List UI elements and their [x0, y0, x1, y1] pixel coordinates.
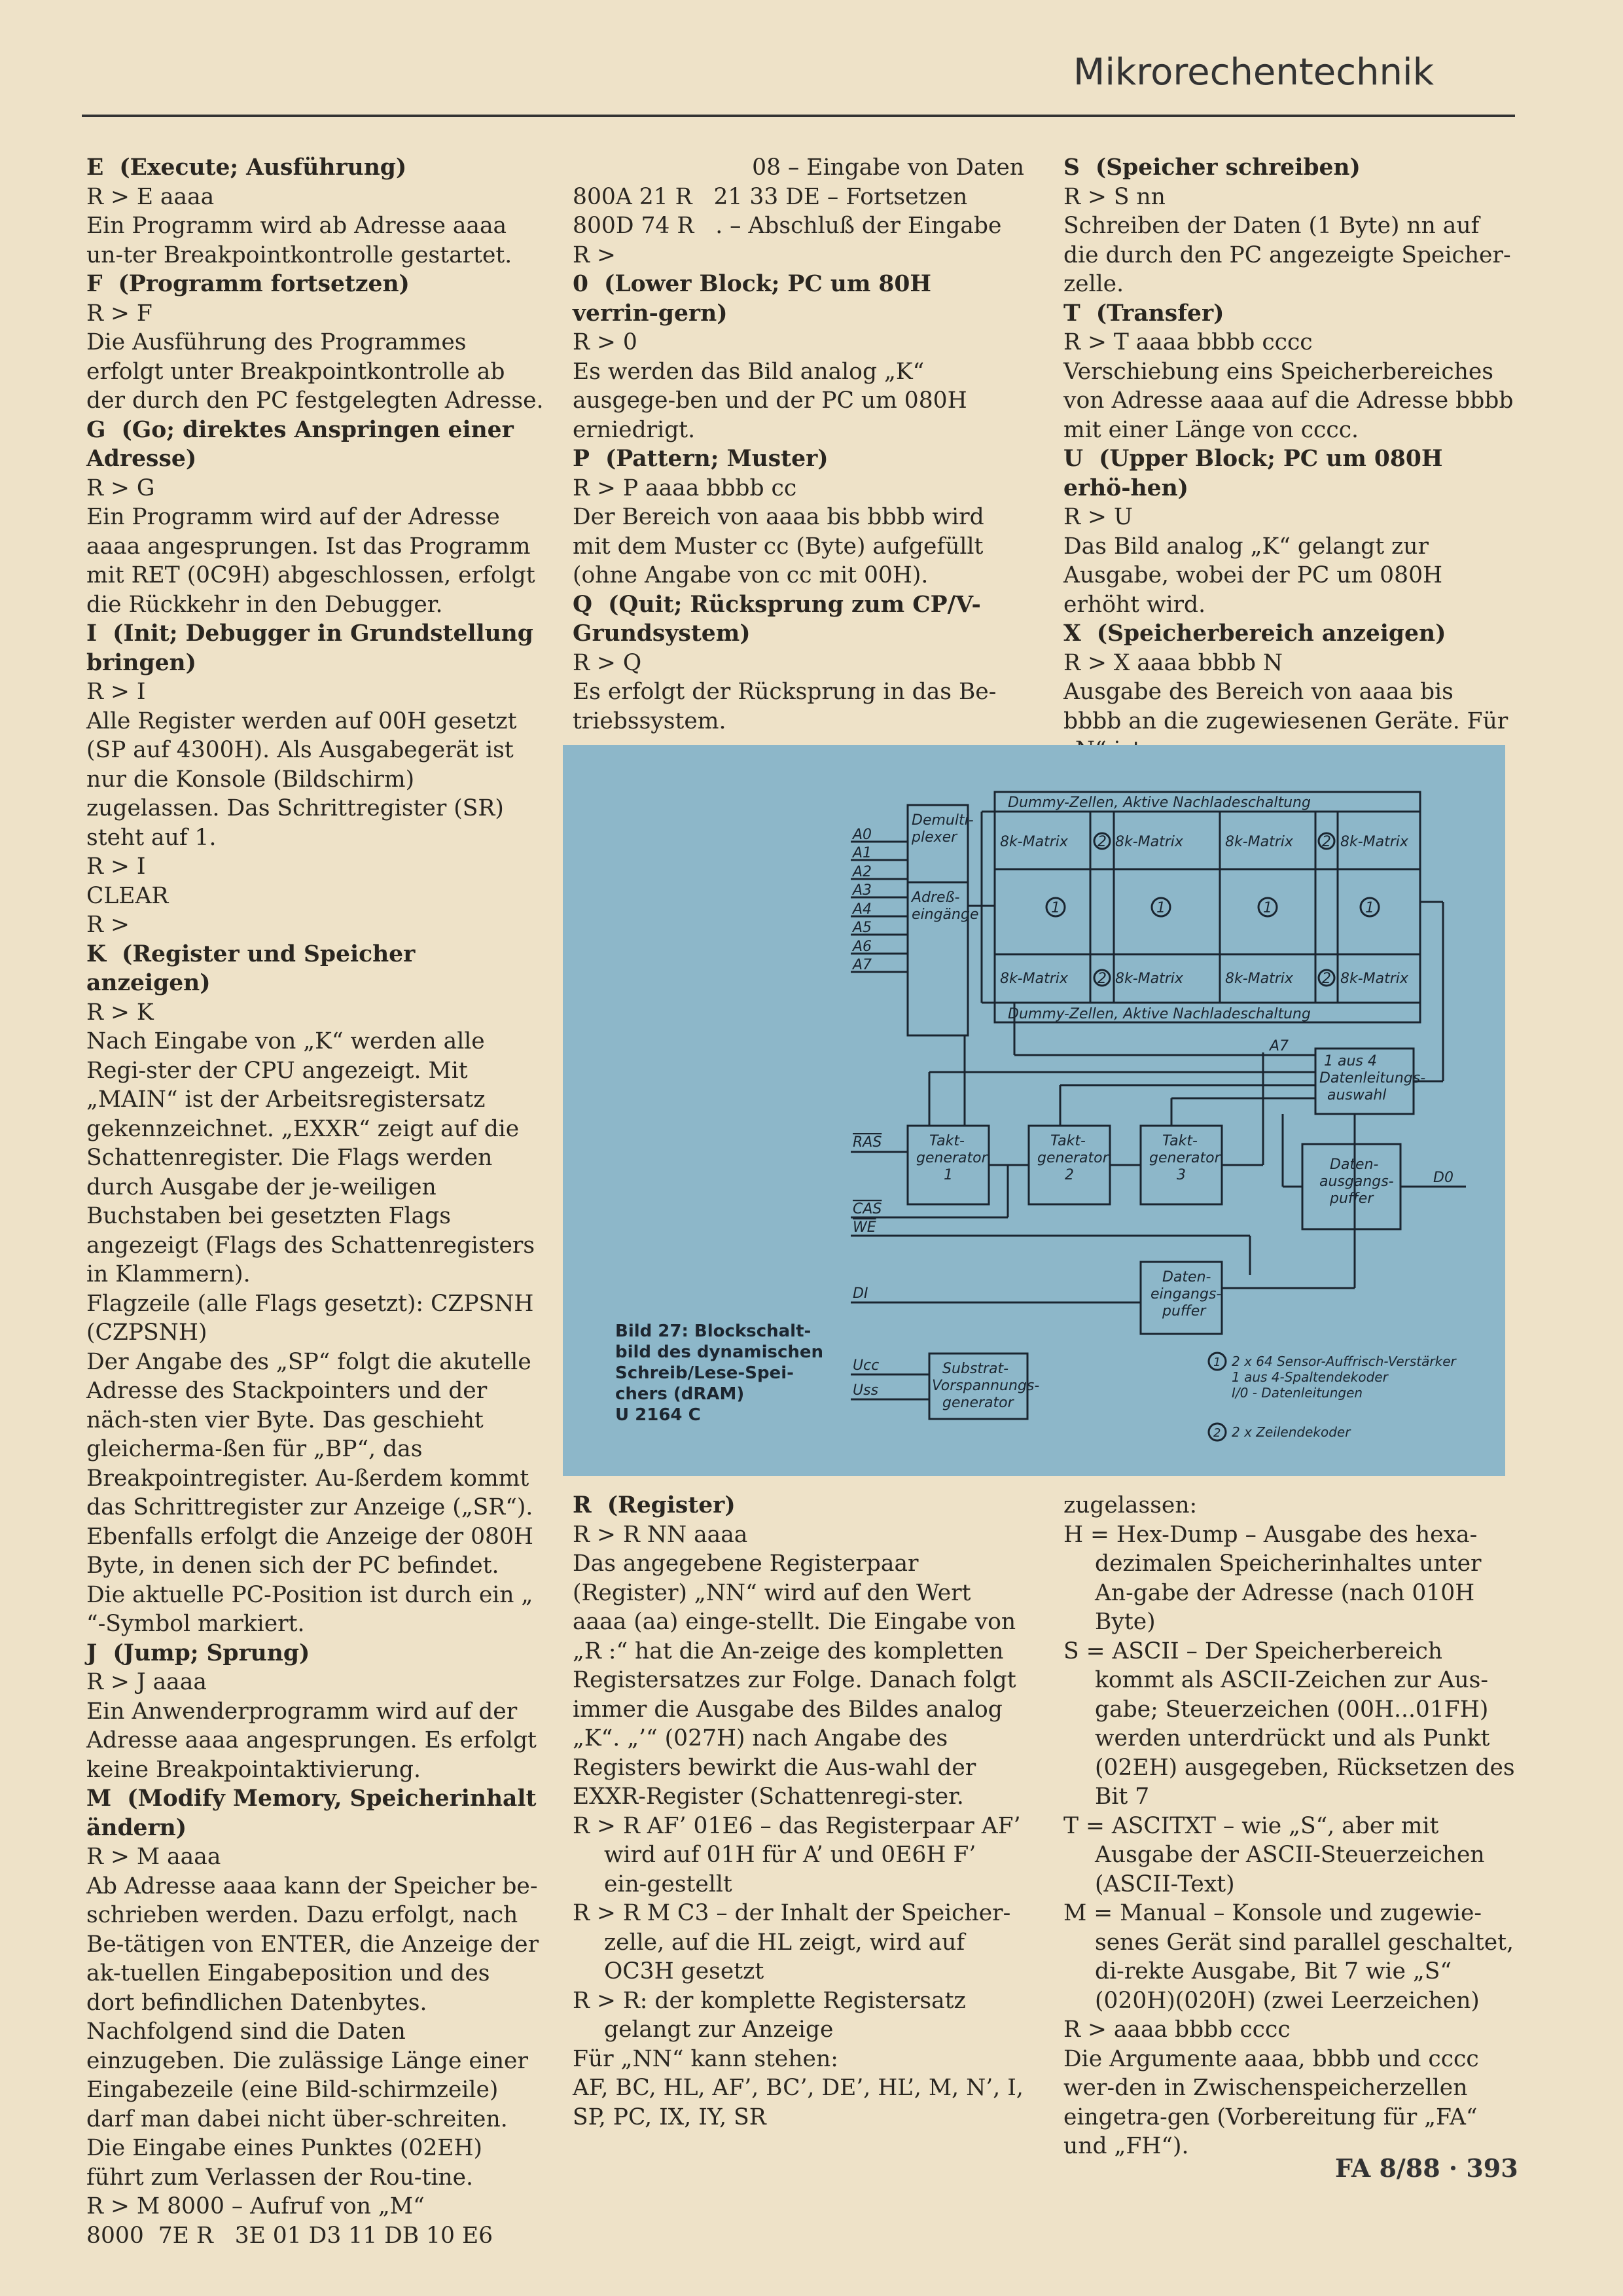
paragraph: R > U: [1063, 504, 1133, 530]
matrix-label: 8k-Matrix: [1000, 834, 1068, 850]
out-buf-label-2: ausgangs-: [1319, 1174, 1394, 1190]
paragraph: Es werden das Bild analog „K“ ausgege-ben und der PC um 080H erniedrigt.: [573, 358, 974, 443]
figure-caption: [615, 1321, 825, 1426]
matrix-label: 8k-Matrix: [1115, 971, 1183, 987]
legend-circle-1-label: 1: [1213, 1355, 1221, 1369]
paragraph: R > R AF’ 01E6 – das Registerpaar AF’ wird auf 01H für A’ und 0E6H F’ ein-gestellt: [573, 1812, 1028, 1897]
caption-line: chers (dRAM): [615, 1384, 745, 1404]
out-buf-label-3: puffer: [1330, 1191, 1374, 1207]
paragraph: Die Argumente aaaa, bbbb und cccc wer-den in Zwischenspeicherzellen eingetra-gen (Vorbereitung für „FA“ und „FH“).: [1063, 2045, 1486, 2159]
paragraph: R > aaaa bbbb cccc: [1063, 2017, 1291, 2043]
ucc-label: Ucc: [853, 1357, 880, 1374]
paragraph: H = Hex-Dump – Ausgabe des hexa-dezimalen Speicherinhaltes unter An-gabe der Adresse (nach 010H Byte): [1063, 1521, 1489, 1635]
addr-in-label-2: eingänge: [912, 906, 979, 923]
column-2-top: [573, 153, 1024, 736]
paragraph: Ab Adresse aaaa kann der Speicher be-schrieben werden. Dazu erfolgt, nach Be-tätigen von ENTER, die Anzeige der ak-tuellen Eingabeposition und des dort befindlichen Datenbytes. Nachfolgend sind die Daten einzugeben. Die zulässige Länge einer Eingabezeile (eine Bild-schirmzeile) darf man dabei nicht über-schreiten. Die Eingabe eines Punktes (02EH) führt zum Verlassen der Rou-tine.: [86, 1873, 546, 2191]
paragraph: zugelassen:: [1063, 1492, 1198, 1518]
paragraph: M = Manual – Konsole und zugewie-senes Gerät sind parallel geschaltet, di-rekte Ausgabe, Bit 7 wie „S“ (020H)(020H) (zwei Leerzeichen): [1063, 1900, 1521, 2014]
paragraph: Ein Programm wird ab Adresse aaaa un-ter Breakpointkontrolle gestartet.: [86, 213, 514, 268]
addr-label: A6: [853, 939, 872, 955]
command-heading: F (Programm fortsetzen): [86, 271, 410, 297]
cas-label: CAS: [853, 1201, 882, 1217]
circle-2-label: 2: [1322, 971, 1331, 987]
matrix-label: 8k-Matrix: [1340, 834, 1408, 850]
command-heading: X (Speicherbereich anzeigen): [1063, 620, 1446, 647]
paragraph: R > M 8000 – Aufruf von „M“: [86, 2193, 425, 2219]
column-3-bottom: [1063, 1491, 1522, 2161]
paragraph: Das angegebene Registerpaar (Register) „NN“ wird auf den Wert aaaa (aa) einge-stellt. Die Eingabe von „R :“ hat die An-zeige des kompletten Registersatzes zur Folge. Danach folgt immer die Ausgabe des Bildes analog „K“. „’“ (027H) nach Angabe des Registers bewirkt die Aus-wahl der EXXR-Register (Schattenregi-ster.: [573, 1551, 1024, 1810]
paragraph: Schreiben der Daten (1 Byte) nn auf die durch den PC angezeigte Speicher-zelle.: [1063, 213, 1511, 297]
paragraph: 8000 7E R 3E 01 D3 11 DB 10 E6: [86, 2222, 493, 2249]
paragraph: R > Q: [573, 649, 642, 676]
paragraph: R >: [573, 242, 616, 268]
paragraph: 800A 21 R 21 33 DE – Fortsetzen: [573, 183, 968, 210]
paragraph: Der Angabe des „SP“ folgt die akutelle Adresse des Stackpointers und der näch-sten vier Byte. Das geschieht gleicherma-ßen für „BP“, das Breakpointregister. Au-ßerdem kommt das Schrittregister zur Anzeige („SR“). Ebenfalls erfolgt die Anzeige der 080H Byte, in denen sich der PC befindet. Die aktuelle PC-Position ist durch ein „ “-Symbol markiert.: [86, 1348, 541, 1637]
takt1-label-2: generator: [916, 1150, 988, 1166]
addr-label: A3: [853, 882, 872, 899]
caption-line: bild des dynamischen: [615, 1342, 824, 1362]
paragraph: Alle Register werden auf 00H gesetzt (SP auf 4300H). Als Ausgabegerät ist nur die Konsole (Bildschirm) zugelassen. Das Schrittregister (SR) steht auf 1.: [86, 708, 524, 851]
paragraph: Ausgabe des Bereich von aaaa bis bbbb an die zugewiesenen Geräte. Für: [1063, 679, 1508, 734]
demux-label-2: plexer: [912, 829, 957, 846]
command-heading: T (Transfer): [1063, 300, 1224, 327]
command-heading: M (Modify Memory, Speicherinhalt ändern): [86, 1785, 544, 1841]
section-header: Mikrorechentechnik: [1073, 51, 1435, 94]
command-heading: J (Jump; Sprung): [86, 1640, 310, 1666]
legend-circle-2-label: 2: [1213, 1426, 1221, 1440]
substrat-label-3: generator: [942, 1395, 1014, 1411]
demux-label-1: Demulti-: [912, 812, 974, 829]
paragraph: T = ASCITXT – wie „S“, aber mit Ausgabe der ASCII-Steuerzeichen (ASCII-Text): [1063, 1812, 1492, 1897]
command-heading: P (Pattern; Muster): [573, 446, 829, 472]
paragraph: R > J aaaa: [86, 1669, 207, 1695]
circle-1-label: 1: [1263, 900, 1272, 916]
addr-label: A2: [853, 864, 872, 880]
takt3-label-1: Takt-: [1162, 1133, 1198, 1149]
paragraph: Für „NN“ kann stehen:: [573, 2045, 838, 2072]
column-3-top: [1063, 153, 1521, 765]
dummy-bottom-label: Dummy-Zellen, Aktive Nachladeschaltung: [1008, 1006, 1311, 1022]
figure-block-diagram: [563, 745, 1505, 1476]
paragraph: R > X aaaa bbbb N: [1063, 649, 1283, 676]
paragraph: R > 0: [573, 329, 637, 355]
addr-label: A4: [853, 901, 872, 918]
takt2-label-1: Takt-: [1050, 1133, 1086, 1149]
paragraph: R > I: [86, 853, 146, 880]
do-label: D0: [1433, 1170, 1454, 1186]
matrix-label: 8k-Matrix: [1115, 834, 1183, 850]
legend-1-line-2: 1 aus 4-Spaltendekoder: [1232, 1369, 1388, 1385]
command-heading: R (Register): [573, 1492, 736, 1518]
addr-label: A5: [853, 920, 872, 936]
circle-1-label: 1: [1156, 900, 1166, 916]
command-heading: E (Execute; Ausführung): [86, 154, 407, 181]
out-buf-label-1: Daten-: [1330, 1157, 1379, 1173]
command-heading: 0 (Lower Block; PC um 80H verrin-gern): [573, 271, 940, 327]
takt1-label-1: Takt-: [929, 1133, 965, 1149]
caption-line: U 2164 C: [615, 1405, 701, 1425]
paragraph: Verschiebung eins Speicherbereiches von Adresse aaaa auf die Adresse bbbb mit einer Länge von cccc.: [1063, 358, 1521, 443]
sel-label-3: auswahl: [1327, 1087, 1387, 1103]
paragraph: R > E aaaa: [86, 183, 215, 210]
sel-label-2: Datenleitungs-: [1319, 1070, 1426, 1086]
command-heading: S (Speicher schreiben): [1063, 154, 1361, 181]
di-label: DI: [853, 1285, 868, 1302]
takt3-label-2: generator: [1149, 1150, 1221, 1166]
paragraph: R > T aaaa bbbb cccc: [1063, 329, 1313, 355]
paragraph: Flagzeile (alle Flags gesetzt): CZPSNH (CZPSNH): [86, 1290, 541, 1346]
paragraph: R > R NN aaaa: [573, 1521, 748, 1548]
command-heading: G (Go; direktes Anspringen einer Adresse): [86, 416, 522, 472]
circle-2-label: 2: [1097, 834, 1107, 850]
sel-label-1: 1 aus 4: [1324, 1053, 1377, 1069]
a7-label: A7: [1270, 1038, 1289, 1054]
circle-2-label: 2: [1322, 834, 1331, 850]
paragraph: CLEAR: [86, 882, 169, 909]
dummy-top-label: Dummy-Zellen, Aktive Nachladeschaltung: [1008, 795, 1311, 811]
circle-1-label: 1: [1051, 900, 1060, 916]
addr-label: A1: [853, 845, 872, 861]
paragraph: R >: [86, 912, 130, 938]
paragraph: R > R M C3 – der Inhalt der Speicher-zelle, auf die HL zeigt, wird auf OC3H gesetzt: [573, 1900, 1011, 1984]
matrix-label: 8k-Matrix: [1000, 971, 1068, 987]
in-buf-label-2: eingangs-: [1150, 1286, 1222, 1302]
paragraph: R > M aaaa: [86, 1844, 221, 1870]
addr-label: A7: [853, 957, 872, 973]
command-heading: U (Upper Block; PC um 080H erhö-hen): [1063, 446, 1451, 501]
legend-2: 2 x Zeilendekoder: [1232, 1424, 1351, 1440]
paragraph: R > G: [86, 475, 155, 501]
paragraph: 800D 74 R . – Abschluß der Eingabe: [573, 213, 1002, 239]
paragraph: Nach Eingabe von „K“ werden alle Regi-ster der CPU angezeigt. Mit „MAIN“ ist der Arbeitsregistersatz gekennzeichnet. „EXXR“ zeigt auf die Schattenregister. Die Flags werden durch Ausgabe der je-weiligen Buchstaben bei gesetzten Flags angezeigt (Flags des Schattenregisters in Klammern).: [86, 1028, 543, 1287]
legend-1-line-3: I/0 - Datenleitungen: [1232, 1385, 1363, 1401]
matrix-label: 8k-Matrix: [1340, 971, 1408, 987]
command-heading: K (Register und Speicher anzeigen): [86, 941, 423, 996]
matrix-label: 8k-Matrix: [1225, 834, 1293, 850]
uss-label: Uss: [853, 1382, 879, 1399]
paragraph: R > S nn: [1063, 183, 1166, 210]
caption-line: Bild 27: Blockschalt-: [615, 1321, 812, 1341]
paragraph: R > K: [86, 999, 154, 1026]
substrat-label-1: Substrat-: [942, 1361, 1009, 1377]
paragraph: Ein Programm wird auf der Adresse aaaa angesprungen. Ist das Programm mit RET (0C9H) abgeschlossen, erfolgt die Rückkehr in den Debugger.: [86, 504, 543, 618]
paragraph: R > R: der komplette Registersatz gelangt zur Anzeige: [573, 1987, 973, 2043]
addr-in-label-1: Adreß-: [912, 889, 960, 906]
page-footer: FA 8/88 · 393: [1335, 2153, 1518, 2183]
we-label: WE: [853, 1219, 876, 1236]
addr-label: A0: [853, 827, 872, 843]
command-heading: Q (Quit; Rücksprung zum CP/V-Grundsystem): [573, 591, 981, 647]
paragraph: Es erfolgt der Rücksprung in das Be-triebssystem.: [573, 679, 997, 734]
column-1: [86, 153, 544, 2250]
paragraph: Das Bild analog „K“ gelangt zur Ausgabe, wobei der PC um 080H erhöht wird.: [1063, 533, 1450, 618]
paragraph: 08 – Eingabe von Daten: [752, 154, 1024, 181]
takt2-label-3: 2: [1065, 1167, 1074, 1183]
column-2-bottom: [573, 1491, 1031, 2132]
circle-1-label: 1: [1365, 900, 1374, 916]
in-buf-label-3: puffer: [1162, 1303, 1206, 1319]
takt1-label-3: 1: [944, 1167, 953, 1183]
takt2-label-2: generator: [1037, 1150, 1109, 1166]
ras-label: RAS: [853, 1134, 882, 1151]
command-heading: I (Init; Debugger in Grundstellung bringen): [86, 620, 541, 676]
in-buf-label-1: Daten-: [1162, 1269, 1211, 1285]
paragraph: R > I: [86, 679, 146, 705]
paragraph: Die Ausführung des Programmes erfolgt unter Breakpointkontrolle ab der durch den PC festgelegten Adresse.: [86, 329, 544, 414]
paragraph: AF, BC, HL, AF’, BC’, DE’, HL’, M, N’, I, SP, PC, IX, IY, SR: [573, 2075, 1031, 2130]
paragraph: Ein Anwenderprogramm wird auf der Adresse aaaa angesprungen. Es erfolgt keine Breakpointaktivierung.: [86, 1698, 544, 1783]
matrix-label: 8k-Matrix: [1225, 971, 1293, 987]
header-rule: [82, 115, 1515, 117]
takt3-label-3: 3: [1177, 1167, 1186, 1183]
paragraph: Der Bereich von aaaa bis bbbb wird mit dem Muster cc (Byte) aufgefüllt (ohne Angabe von cc mit 00H).: [573, 504, 991, 588]
paragraph: R > F: [86, 300, 152, 327]
paragraph: S = ASCII – Der Speicherbereich kommt als ASCII-Zeichen zur Aus-gabe; Steuerzeichen (00H...01FH) werden unterdrückt und als Punkt (02EH) ausgegeben, Rücksetzen des Bit 7: [1063, 1638, 1522, 1810]
legend-1-line-1: 2 x 64 Sensor-Auffrisch-Verstärker: [1232, 1354, 1456, 1369]
circle-2-label: 2: [1097, 971, 1107, 987]
caption-line: Schreib/Lese-Spei-: [615, 1363, 794, 1383]
paragraph: R > P aaaa bbbb cc: [573, 475, 797, 501]
substrat-label-2: Vorspannungs-: [932, 1378, 1040, 1394]
